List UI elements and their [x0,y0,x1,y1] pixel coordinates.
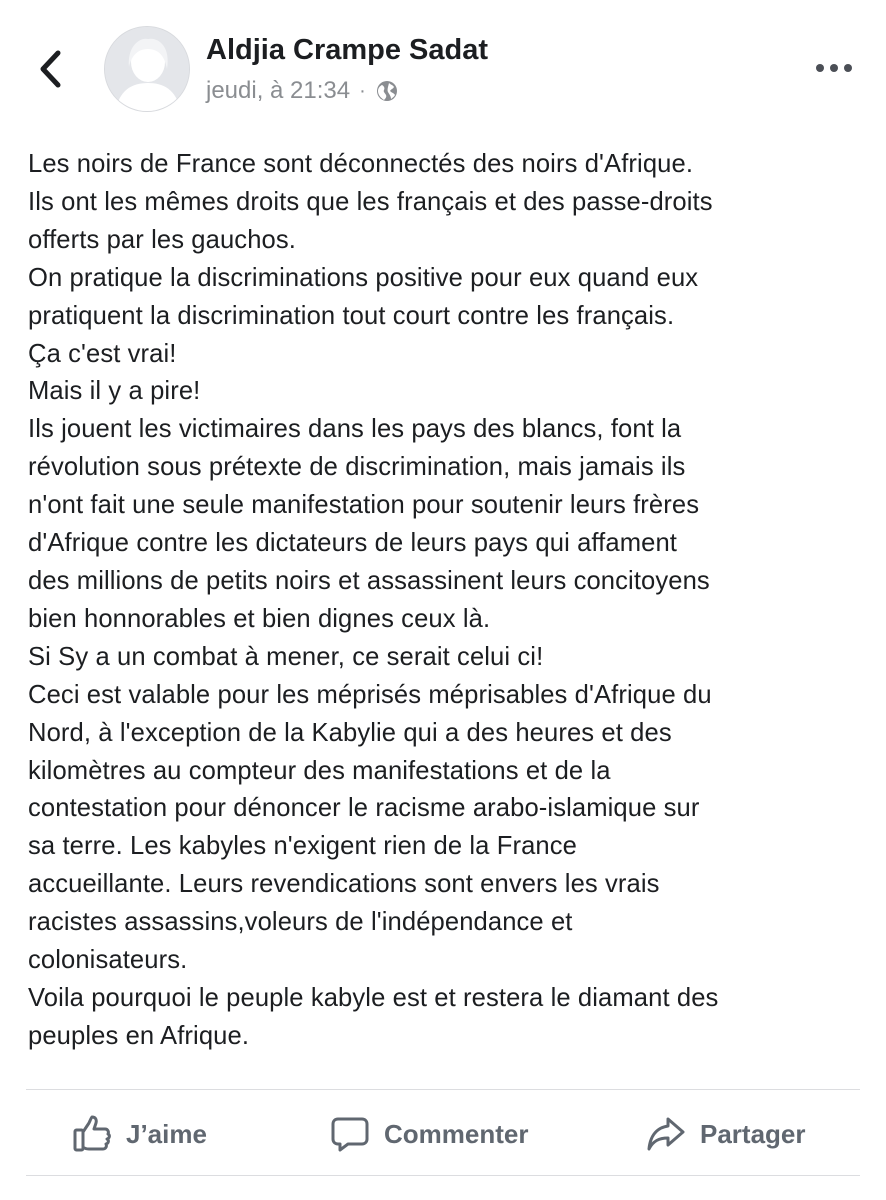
post-text-line: kilomètres au compteur des manifestations et de la [28,756,611,785]
more-horizontal-icon-dot [830,64,838,72]
globe-icon [375,79,399,103]
like-button[interactable] [72,1114,207,1154]
post-text-line: Ils jouent les victimaires dans les pays des blancs, font la [28,415,682,444]
post-timestamp[interactable]: jeudi, à 21:34 [206,77,351,104]
share-label: Partager [700,1118,806,1149]
like-label: J’aime [126,1118,207,1149]
post-text [28,146,864,1056]
meta-separator: · [359,79,366,102]
post-text-line: contestation pour dénoncer le racisme arabo-islamique sur [28,794,700,823]
avatar[interactable] [104,26,190,112]
post-text-line: pratiquent la discrimination tout court contre les français. [28,301,675,330]
post-text-line: Mais il y a pire! [28,377,201,406]
post-text-line: sa terre. Les kabyles n'exigent rien de la France [28,832,577,861]
comment-button[interactable] [330,1114,528,1154]
post-text-line: accueillante. Leurs revendications sont envers les vrais [28,870,660,899]
comment-icon [330,1114,370,1154]
author-name[interactable]: Aldjia Crampe Sadat [206,34,489,66]
post-text-line: Ils ont les mêmes droits que les français et des passe-droits [28,187,713,216]
action-bar-divider-bottom [26,1175,860,1176]
post-text-line: offerts par les gauchos. [28,225,296,254]
post-text-line: des millions de petits noirs et assassinent leurs concitoyens [28,566,710,595]
chevron-left-icon [37,49,63,89]
post-text-line: On pratique la discriminations positive pour eux quand eux [28,263,699,292]
action-bar [26,1090,860,1180]
thumbs-up-icon [72,1114,112,1154]
post-text-line: peuples en Afrique. [28,1021,250,1050]
post-text-line: Ceci est valable pour les méprisés méprisables d'Afrique du [28,680,712,709]
more-horizontal-icon-dot [844,64,852,72]
post-text-line: racistes assassins,voleurs de l'indépendance et [28,908,573,937]
post-header [0,0,886,130]
post-text-line: Les noirs de France sont déconnectés des noirs d'Afrique. [28,150,694,178]
back-button[interactable] [30,46,70,92]
comment-label: Commenter [384,1118,529,1149]
more-options-button[interactable] [812,56,856,80]
post-text-line: d'Afrique contre les dictateurs de leurs pays qui affament [28,529,677,558]
post-text-line: colonisateurs. [28,946,188,975]
default-avatar-icon [105,27,190,112]
post-text-line: Voila pourquoi le peuple kabyle est et restera le diamant des [28,983,719,1012]
post-meta [206,77,399,105]
post-text-line: Nord, à l'exception de la Kabylie qui a des heures et des [28,718,672,747]
share-button[interactable] [646,1114,806,1154]
post-text-line: n'ont fait une seule manifestation pour soutenir leurs frères [28,491,700,520]
post-text-line: bien honnorables et bien dignes ceux là. [28,604,491,633]
post-text-line: Si Sy a un combat à mener, ce serait celui ci! [28,642,544,671]
post-text-line: révolution sous prétexte de discrimination, mais jamais ils [28,453,686,482]
more-horizontal-icon-dot [816,64,824,72]
post-text-line: Ça c'est vrai! [28,339,177,368]
share-arrow-icon [646,1114,686,1154]
